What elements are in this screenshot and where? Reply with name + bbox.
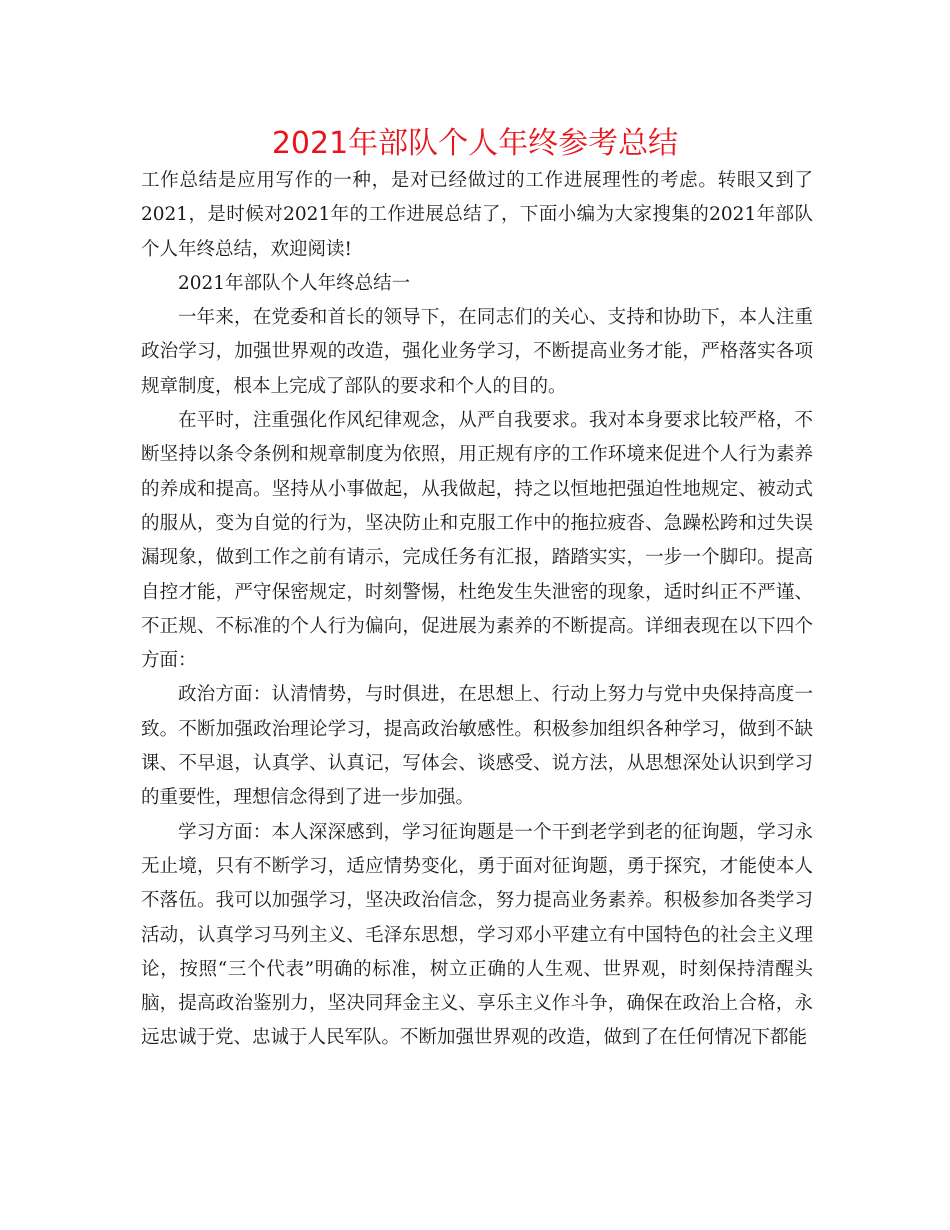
section-heading: 2021年部队个人年终总结一 — [178, 272, 411, 294]
document-body — [141, 164, 813, 1056]
intro-paragraph: 工作总结是应用写作的一种，是对已经做过的工作进展理性的考虑。转眼又到了2021，是时候对2021年的工作进展总结了，下面小编为大家搜集的2021年部队个人年终总结，欢迎阅读! — [141, 170, 813, 260]
body-paragraph: 学习方面：本人深深感到，学习征询题是一个干到老学到老的征询题，学习永无止境，只有不断学习，适应情势变化，勇于面对征询题，勇于探究，才能使本人不落伍。我可以加强学习，坚决政治信念，努力提高业务素养。积极参加各类学习活动，认真学习马列主义、毛泽东思想，学习邓小平建立有中国特色的社会主义理论，按照“三个代表”明确的标准，树立正确的人生观、世界观，时刻保持清醒头脑，提高政治鉴别力，坚决同拜金主义、享乐主义作斗争，确保在政治上合格，永远忠诚于党、忠诚于人民军队。不断加强世界观的改造，做到了在任何情况下都能 — [141, 821, 813, 1049]
document-title: 2021年部队个人年终参考总结 — [271, 126, 679, 161]
body-paragraph: 一年来，在党委和首长的领导下，在同志们的关心、支持和协助下，本人注重政治学习，加强世界观的改造，强化业务学习，不断提高业务才能，严格落实各项规章制度，根本上完成了部队的要求和个人的目的。 — [141, 307, 813, 397]
body-paragraph: 政治方面：认清情势，与时俱进，在思想上、行动上努力与党中央保持高度一致。不断加强政治理论学习，提高政治敏感性。积极参加组织各种学习，做到不缺课、不早退，认真学、认真记，写体会、谈感受、说方法，从思想深处认识到学习的重要性，理想信念得到了进一步加强。 — [141, 684, 813, 809]
body-paragraph: 在平时，注重强化作风纪律观念，从严自我要求。我对本身要求比较严格，不断坚持以条令条例和规章制度为依照，用正规有序的工作环境来促进个人行为素养的养成和提高。坚持从小事做起，从我做起，持之以恒地把强迫性地规定、被动式的服从，变为自觉的行为，坚决防止和克服工作中的拖拉疲沓、急躁松跨和过失误漏现象，做到工作之前有请示，完成任务有汇报，踏踏实实，一步一个脚印。提高自控才能，严守保密规定，时刻警惕，杜绝发生失泄密的现象，适时纠正不严谨、不正规、不标准的个人行为偏向，促进展为素养的不断提高。详细表现在以下四个方面： — [141, 410, 813, 672]
